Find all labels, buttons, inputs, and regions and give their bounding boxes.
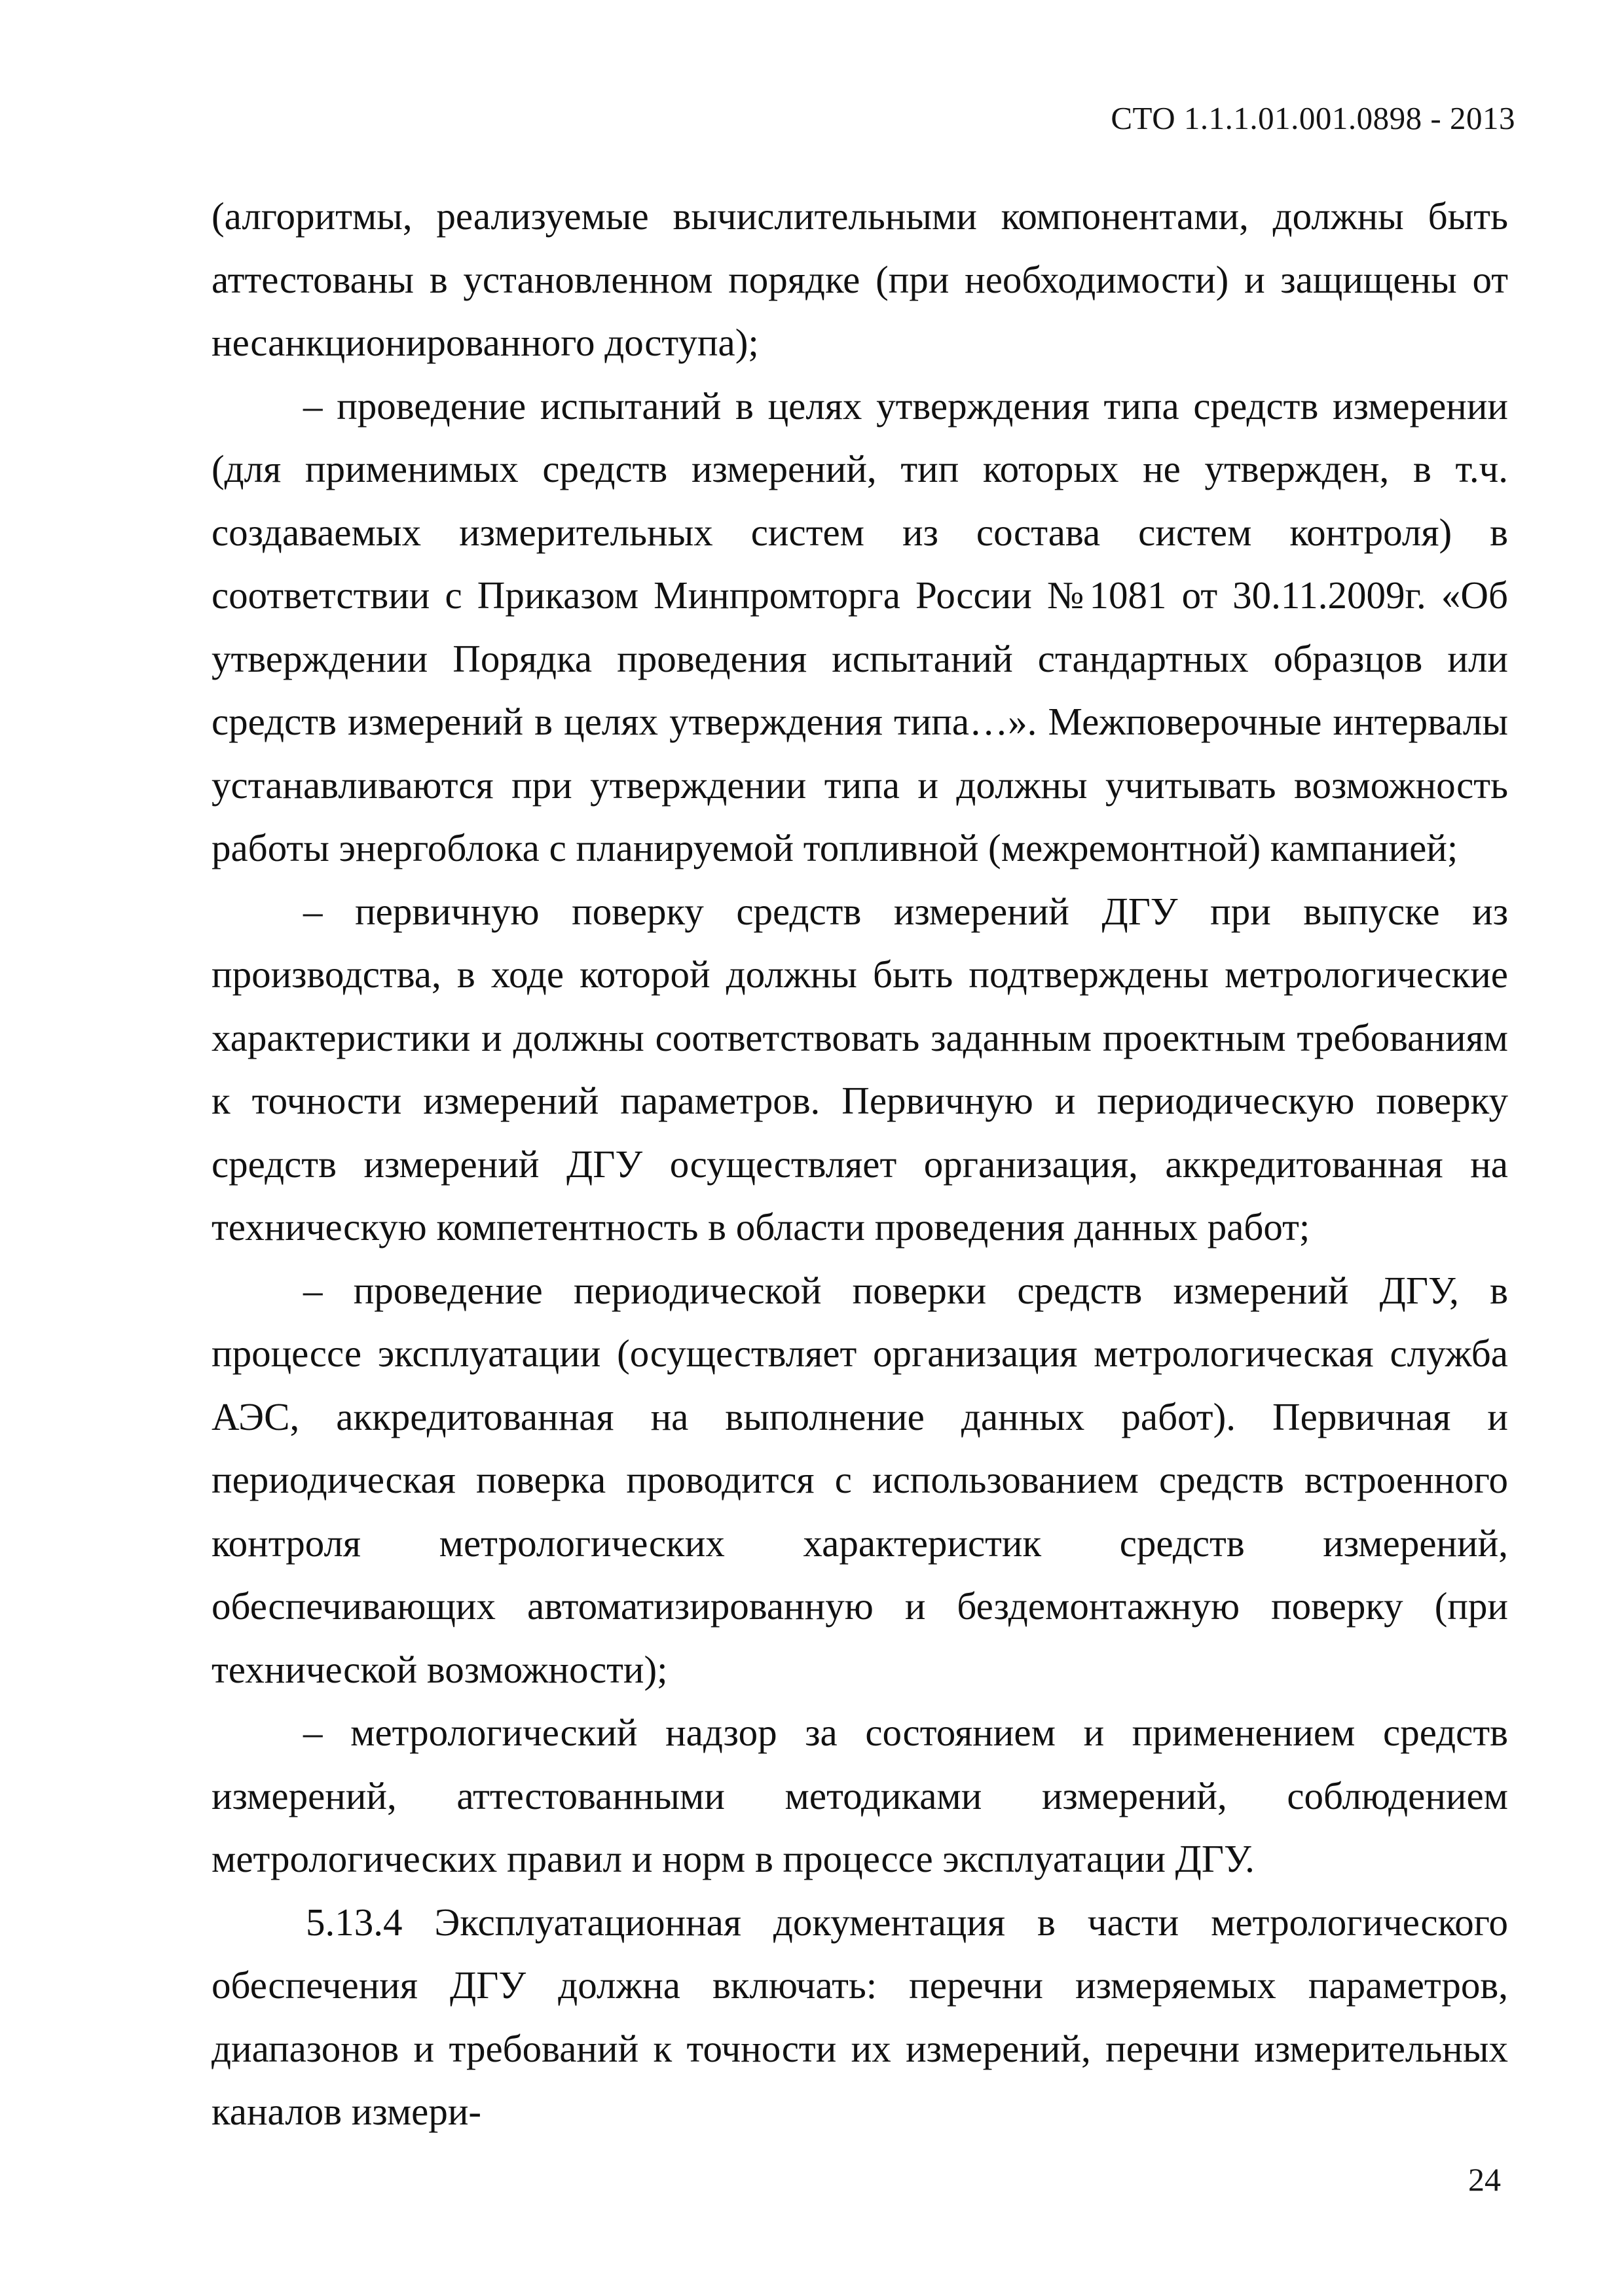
list-item-metrological-supervision: – метрологический надзор за состоянием и применением средств измерений, аттестованными методиками измерений, соблюдением метрологических правил и норм в процессе эксплуатации ДГУ. [212,1711,1508,1880]
list-item-initial-verification: – первичную поверку средств измерений ДГУ при выпуске из производства, в ходе которой должны быть подтверждены метрологические характеристики и должны соответствовать заданным проектным требованиям к точности измерений параметров. Первичную и периодическую поверку средств измерений ДГУ осуществляет организация, аккредитованная на техническую компетентность в области проведения данных работ; [212,889,1508,1248]
page-number: 24 [1468,2161,1501,2198]
paragraph-algorithms: (алгоритмы, реализуемые вычислительными компонентами, должны быть аттестованы в установленном порядке (при необходимости) и защищены от несанкционированного доступа); [212,194,1508,364]
document-body [212,185,1508,2143]
paragraph-section-5-13-4: 5.13.4 Эксплуатационная документация в части метрологического обеспечения ДГУ должна включать: перечни измеряемых параметров, диапазонов и требований к точности их измерений, перечни измерительных каналов измери- [212,1900,1508,2133]
document-code: СТО 1.1.1.01.001.0898 - 2013 [1111,100,1515,136]
list-item-periodic-verification: – проведение периодической поверки средств измерений ДГУ, в процессе эксплуатации (осуществляет организация метрологическая служба АЭС, аккредитованная на выполнение данных работ). Первичная и периодическая поверка проводится с использованием средств встроенного контроля метрологических характеристик средств измерений, обеспечивающих автоматизированную и бездемонтажную поверку (при технической возможности); [212,1268,1508,1691]
list-item-type-approval-tests: – проведение испытаний в целях утверждения типа средств измерении (для применимых средств измерений, тип которых не утвержден, в т.ч. создаваемых измерительных систем из состава систем контроля) в соответствии с Приказом Минпромторга России №1081 от 30.11.2009г. «Об утверждении Порядка проведения испытаний стандартных образцов или средств измерений в целях утверждения типа…». Межповерочные интервалы устанавливаются при утверждении типа и должны учитывать возможность работы энергоблока с планируемой топливной (межремонтной) кампанией; [212,384,1508,869]
